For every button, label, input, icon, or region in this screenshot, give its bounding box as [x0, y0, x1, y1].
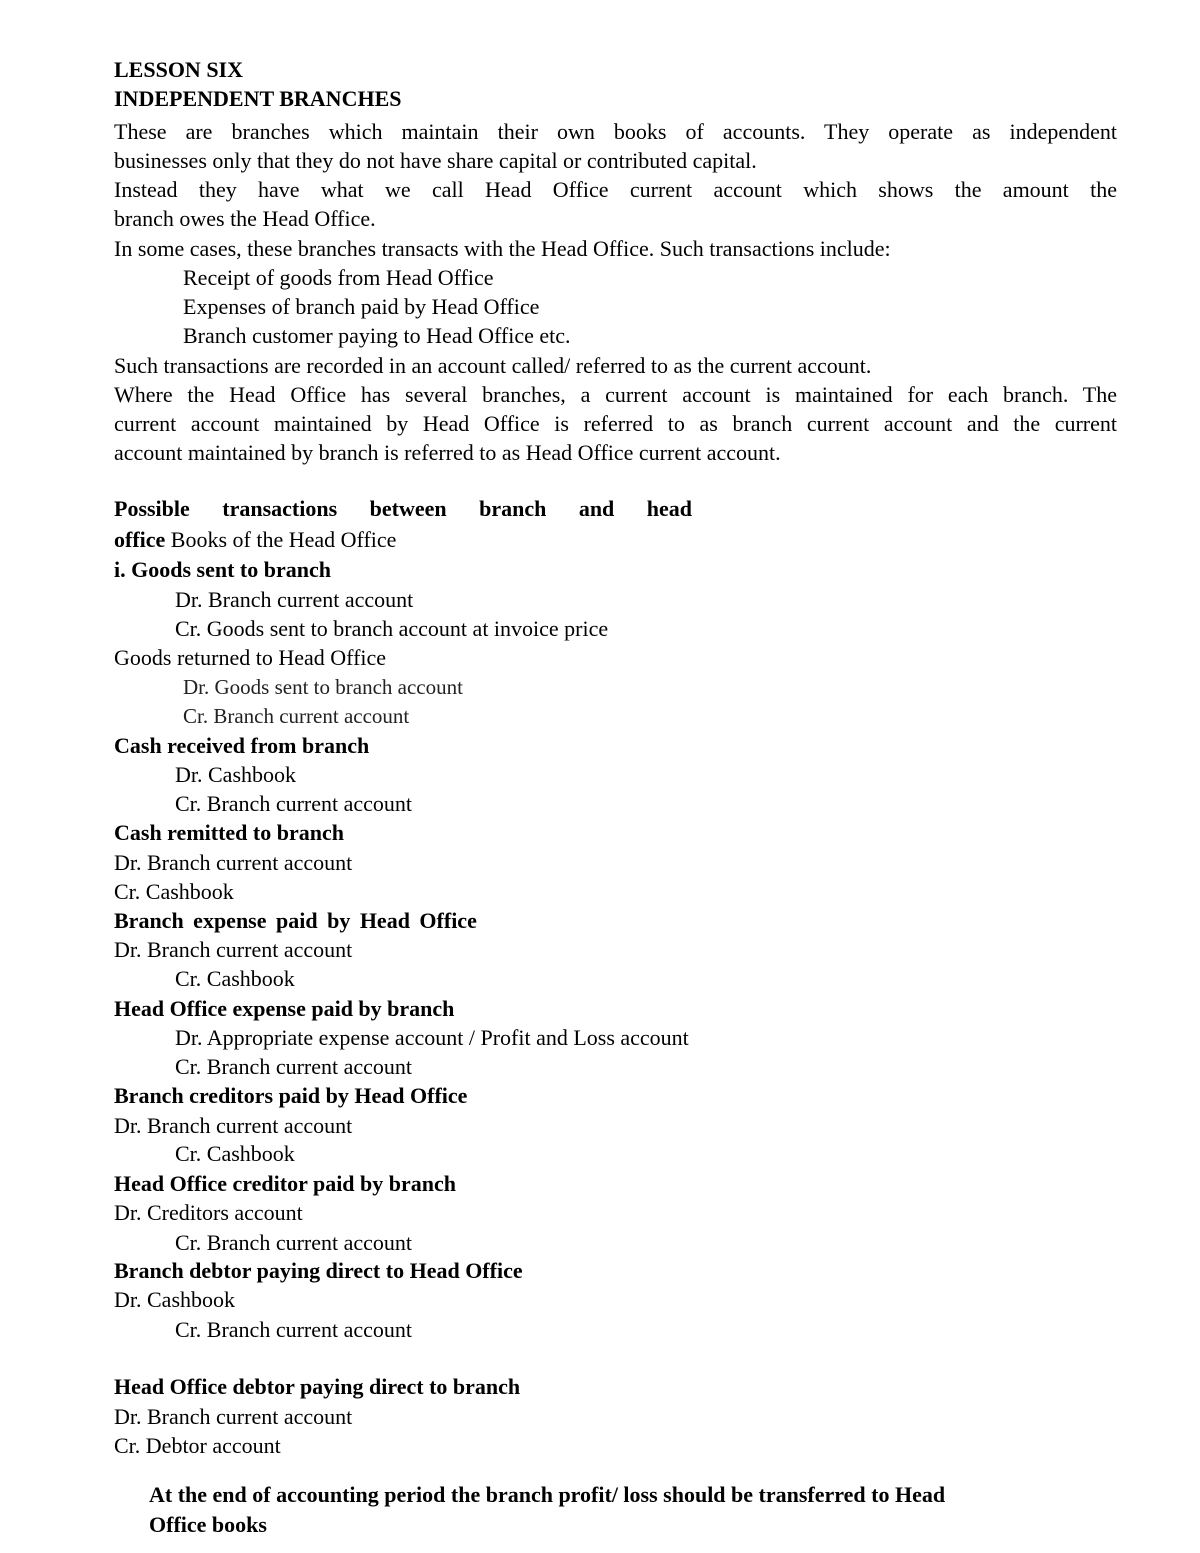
- entry-debit: Dr. Branch current account: [114, 850, 353, 875]
- intro-line: Instead they have what we call Head Office current account which shows the amount the: [114, 177, 1117, 202]
- entry-debit: Dr. Branch current account: [114, 937, 353, 962]
- entry-debit: Dr. Branch current account: [175, 587, 414, 612]
- example-item: Expenses of branch paid by Head Office: [183, 294, 540, 319]
- lesson-subtitle: INDEPENDENT BRANCHES: [114, 86, 402, 111]
- entry-debit: Dr. Appropriate expense account / Profit and Loss account: [175, 1025, 689, 1050]
- entry-debit: Dr. Cashbook: [175, 762, 296, 787]
- entry-credit: Cr. Branch current account: [175, 1230, 413, 1255]
- lesson-title: LESSON SIX: [114, 57, 244, 82]
- entry-credit: Cr. Branch current account: [175, 791, 413, 816]
- entry-heading: Branch expense paid by Head Office: [114, 908, 477, 933]
- intro-line: These are branches which maintain their own books of accounts. They operate as independent: [114, 119, 1117, 144]
- entry-debit: Dr. Cashbook: [114, 1287, 235, 1312]
- entry-heading: Cash received from branch: [114, 733, 370, 758]
- entry-debit: Dr. Creditors account: [114, 1200, 303, 1225]
- current-account-line: Such transactions are recorded in an account called/ referred to as the current account.: [114, 353, 872, 378]
- section-heading: Possible transactions between branch and head: [114, 496, 692, 521]
- entry-heading: Cash remitted to branch: [114, 820, 344, 845]
- example-item: Receipt of goods from Head Office: [183, 265, 494, 290]
- entry-debit: Dr. Branch current account: [114, 1404, 353, 1429]
- entry-heading: Branch debtor paying direct to Head Office: [114, 1258, 523, 1283]
- entry-credit: Cr. Branch current account: [183, 704, 410, 728]
- current-account-line: account maintained by branch is referred to as Head Office current account.: [114, 440, 781, 465]
- current-account-line: current account maintained by Head Office is referred to as branch current account and the current: [114, 411, 1117, 436]
- entry-credit: Cr. Cashbook: [114, 879, 234, 904]
- closing-note: Office books: [149, 1512, 267, 1537]
- intro-line: businesses only that they do not have share capital or contributed capital.: [114, 148, 757, 173]
- entry-credit: Cr. Cashbook: [175, 1141, 295, 1166]
- closing-note: At the end of accounting period the branch profit/ loss should be transferred to Head: [149, 1482, 946, 1507]
- entry-heading: Goods returned to Head Office: [114, 645, 387, 670]
- entry-credit: Cr. Cashbook: [175, 966, 295, 991]
- current-account-line: Where the Head Office has several branches, a current account is maintained for each branch. The: [114, 382, 1117, 407]
- entry-debit: Dr. Branch current account: [114, 1113, 353, 1138]
- books-label: Books of the Head Office: [170, 527, 397, 552]
- section-heading-row: [114, 525, 396, 555]
- example-item: Branch customer paying to Head Office etc.: [183, 323, 571, 348]
- entry-heading: Branch creditors paid by Head Office: [114, 1083, 468, 1108]
- entry-debit: Dr. Goods sent to branch account: [183, 675, 463, 699]
- section-heading-cont: office: [114, 527, 166, 552]
- entry-credit: Cr. Goods sent to branch account at invoice price: [175, 616, 609, 641]
- entry-heading: Head Office creditor paid by branch: [114, 1171, 457, 1196]
- entry-credit: Cr. Branch current account: [175, 1054, 413, 1079]
- entry-credit: Cr. Branch current account: [175, 1317, 413, 1342]
- entry-heading: i. Goods sent to branch: [114, 557, 331, 582]
- intro-line: branch owes the Head Office.: [114, 206, 376, 231]
- entry-credit: Cr. Debtor account: [114, 1433, 281, 1458]
- intro-line: In some cases, these branches transacts with the Head Office. Such transactions include:: [114, 236, 891, 261]
- entry-heading: Head Office expense paid by branch: [114, 996, 455, 1021]
- entry-heading: Head Office debtor paying direct to branch: [114, 1374, 521, 1399]
